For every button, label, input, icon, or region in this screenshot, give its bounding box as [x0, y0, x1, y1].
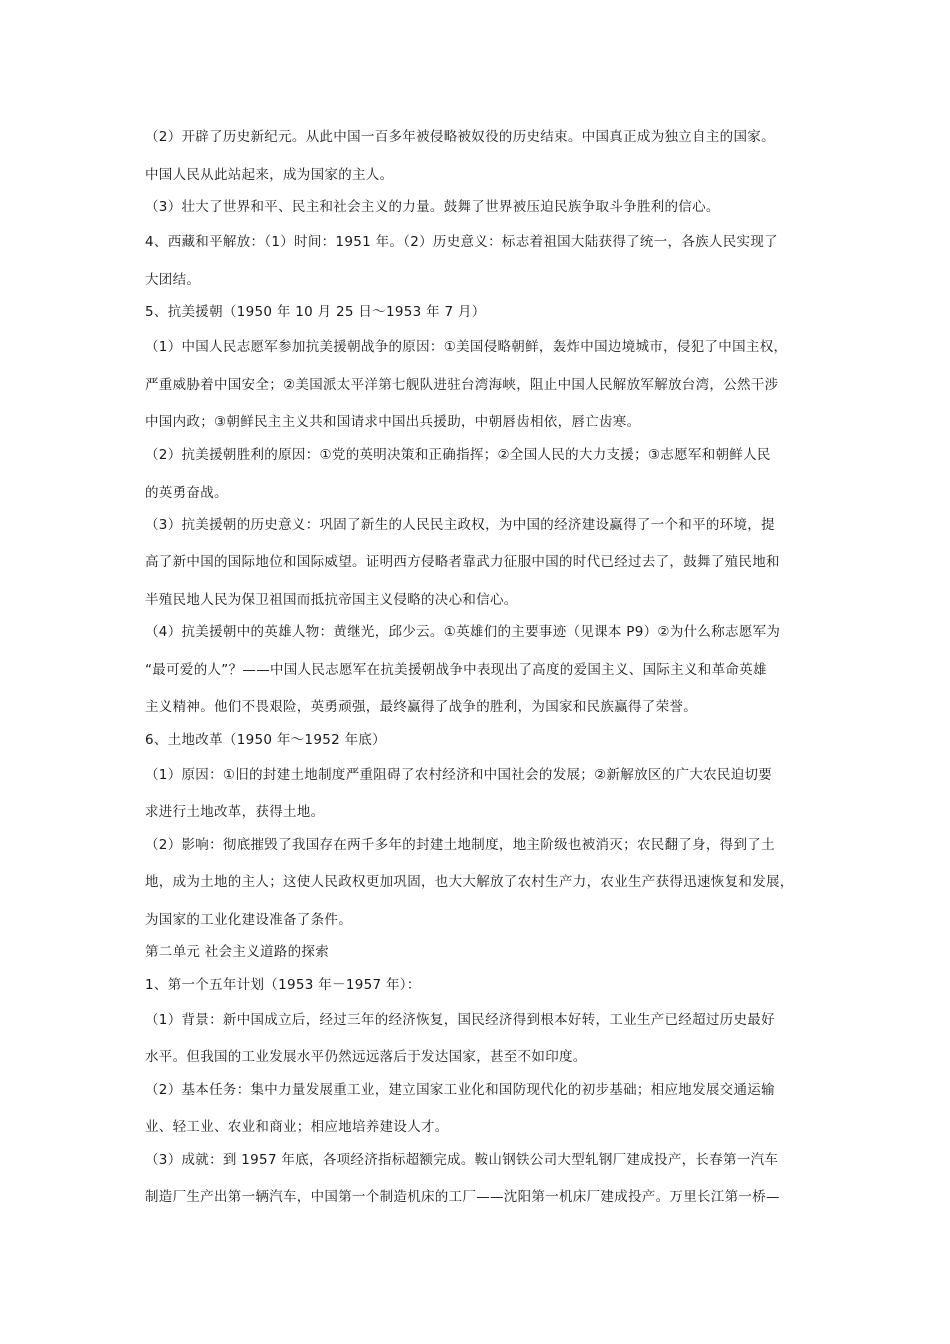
text-line: 的英勇奋战。 [145, 485, 228, 501]
text-line: 严重威胁着中国安全；②美国派太平洋第七舰队进驻台湾海峡，阻止中国人民解放军解放台湾，公然干涉 [145, 377, 779, 393]
text-line: （2）抗美援朝胜利的原因：①党的英明决策和正确指挥；②全国人民的大力支援；③志愿军和朝鲜人民 [145, 447, 771, 463]
section-heading: 1、第一个五年计划（1953 年－1957 年）： [145, 977, 421, 993]
text-line: 半殖民地人民为保卫祖国而抵抗帝国主义侵略的决心和信心。 [145, 592, 518, 608]
text-line: 大团结。 [145, 272, 201, 288]
text-line: （2）开辟了历史新纪元。从此中国一百多年被侵略被奴役的历史结束。中国真正成为独立自主的国家。 [145, 129, 775, 145]
text-line: （3）抗美援朝的历史意义：巩固了新生的人民民主政权，为中国的经济建设赢得了一个和平的环境，提 [145, 517, 775, 533]
text-line: （3）成就：到 1957 年底，各项经济指标超额完成。鞍山钢铁公司大型轧钢厂建成投产，长春第一汽车 [145, 1152, 779, 1168]
text-line: 主义精神。他们不畏艰险，英勇顽强，最终赢得了战争的胜利，为国家和民族赢得了荣誉。 [145, 699, 697, 715]
text-line: （2）影响：彻底摧毁了我国存在两千多年的封建土地制度，地主阶级也被消灭；农民翻了身，得到了土 [145, 837, 775, 853]
text-line: （4）抗美援朝中的英雄人物：黄继光，邱少云。①英雄们的主要事迹（见课本 P9）②为什么称志愿军为 [145, 624, 781, 640]
text-line: 中国人民从此站起来，成为国家的主人。 [145, 167, 394, 183]
text-line: （1）背景：新中国成立后，经过三年的经济恢复，国民经济得到根本好转，工业生产已经超过历史最好 [145, 1012, 775, 1028]
text-line: 业、轻工业、农业和商业；相应地培养建设人才。 [145, 1119, 449, 1135]
text-line: 地，成为土地的主人；这使人民政权更加巩固，也大大解放了农村生产力，农业生产获得迅速恢复和发展， [145, 874, 794, 890]
unit-heading: 第二单元 社会主义道路的探索 [145, 944, 329, 960]
section-heading: 6、土地改革（1950 年～1952 年底） [145, 732, 386, 748]
text-line: 制造厂生产出第一辆汽车，中国第一个制造机床的工厂——沈阳第一机床厂建成投产。万里长江第一桥— [145, 1189, 780, 1205]
text-line: 4、西藏和平解放：（1）时间：1951 年。（2）历史意义：标志着祖国大陆获得了统一，各族人民实现了 [145, 234, 778, 250]
text-line: 中国内政；③朝鲜民主主义共和国请求中国出兵援助，中朝唇齿相依，唇亡齿寒。 [145, 414, 641, 430]
text-line: （1）中国人民志愿军参加抗美援朝战争的原因：①美国侵略朝鲜，轰炸中国边境城市，侵犯了中国主权， [145, 339, 788, 355]
text-line: （1）原因：①旧的封建土地制度严重阻碍了农村经济和中国社会的发展；②新解放区的广大农民迫切要 [145, 767, 773, 783]
text-line: 水平。但我国的工业发展水平仍然远远落后于发达国家，甚至不如印度。 [145, 1049, 587, 1065]
text-line: （3）壮大了世界和平、民主和社会主义的力量。鼓舞了世界被压迫民族争取斗争胜利的信心。 [145, 199, 720, 215]
text-line: “最可爱的人”？——中国人民志愿军在抗美援朝战争中表现出了高度的爱国主义、国际主义和革命英雄 [145, 662, 767, 678]
text-line: 为国家的工业化建设准备了条件。 [145, 912, 352, 928]
text-line: 求进行土地改革，获得土地。 [145, 804, 325, 820]
text-line: 高了新中国的国际地位和国际威望。证明西方侵略者靠武力征服中国的时代已经过去了，鼓舞了殖民地和 [145, 554, 780, 570]
text-line: （2）基本任务：集中力量发展重工业，建立国家工业化和国防现代化的初步基础；相应地发展交通运输 [145, 1082, 775, 1098]
section-heading: 5、抗美援朝（1950 年 10 月 25 日～1953 年 7 月） [145, 304, 486, 320]
